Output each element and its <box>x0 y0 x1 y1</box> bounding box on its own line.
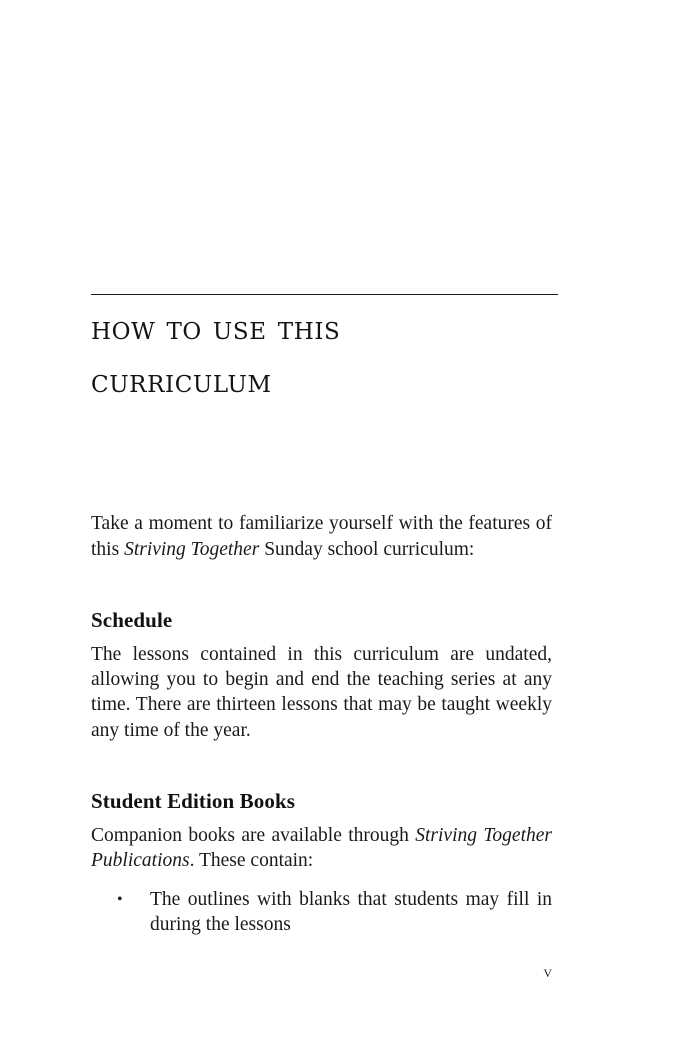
student-edition-bullet-list <box>91 887 552 937</box>
section-heading-schedule: Schedule <box>91 608 173 632</box>
page-title <box>91 301 558 407</box>
intro-text-tail: Sunday school curriculum: <box>259 538 475 560</box>
section-paragraph-schedule: The lessons contained in this curriculum are undated, allowing you to begin and end the teaching series at any time. There are thirteen lessons that may be taught weekly any time of the year. <box>91 644 552 741</box>
section-heading-student-edition-books: Student Edition Books <box>91 789 296 813</box>
bullet-icon: • <box>117 891 123 908</box>
student-text-tail: . These contain: <box>189 850 314 872</box>
intro-text-lead: Take a moment to familiarize yourself with the features of this <box>91 513 552 560</box>
page-number: v <box>543 962 552 981</box>
intro-paragraph <box>91 511 552 562</box>
chapter-title-line-2: curriculum <box>91 361 272 400</box>
page-content-column <box>91 0 552 1038</box>
chapter-title-line-1: how to use this <box>91 308 341 347</box>
list-item-text: The outlines with blanks that students may fill in during the lessons <box>150 889 552 936</box>
student-text-lead: Companion books are available through <box>91 825 416 846</box>
student-italic-publisher: Striving Together Publications <box>91 825 552 872</box>
intro-italic-title: Striving Together <box>124 538 260 560</box>
section-paragraph-student-edition-books <box>91 823 552 873</box>
chapter-title-rule <box>91 294 558 295</box>
list-item <box>91 887 552 937</box>
